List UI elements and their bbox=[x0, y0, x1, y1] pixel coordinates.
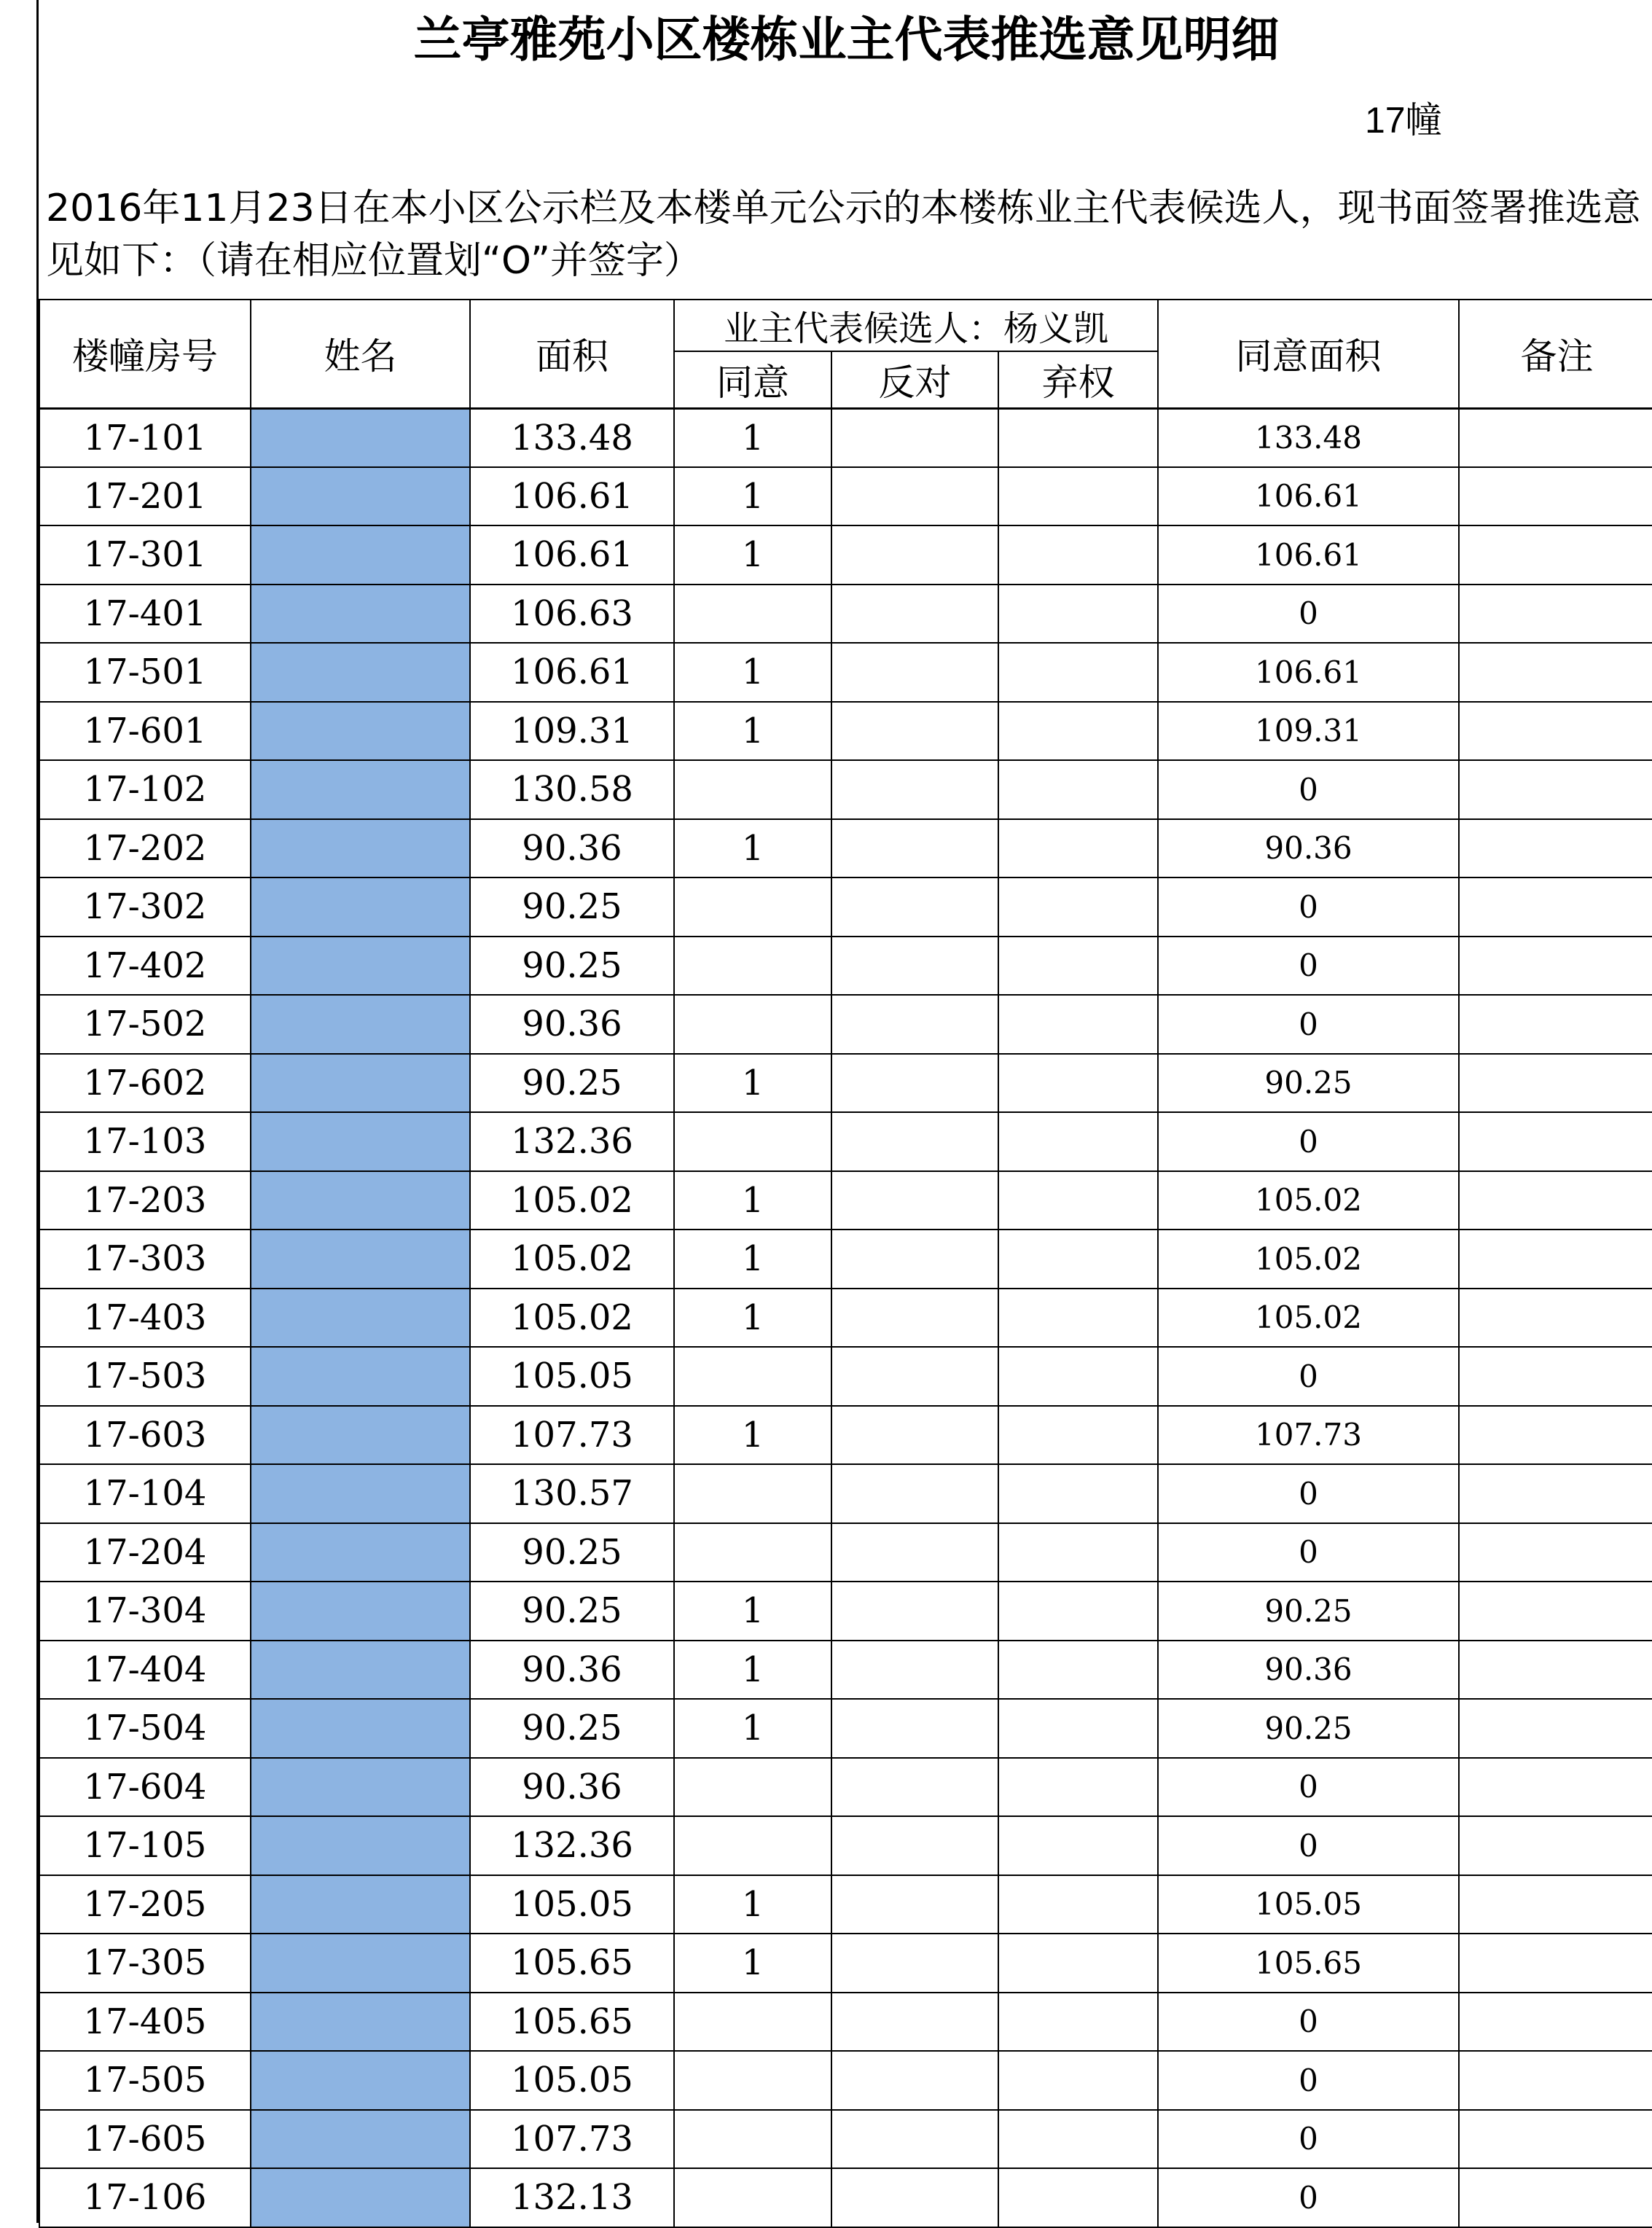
table-row bbox=[39, 1582, 1652, 1641]
name-cell bbox=[251, 585, 470, 644]
agreed-area-cell: 0 bbox=[1158, 1347, 1459, 1406]
table-row bbox=[39, 525, 1652, 585]
area-cell: 106.61 bbox=[470, 643, 674, 702]
abstain-cell bbox=[998, 1816, 1158, 1875]
agree-cell bbox=[674, 2110, 831, 2169]
room-cell: 17-201 bbox=[39, 467, 251, 526]
area-cell: 105.65 bbox=[470, 1993, 674, 2052]
abstain-cell bbox=[998, 585, 1158, 644]
area-cell: 106.61 bbox=[470, 467, 674, 526]
remarks-cell bbox=[1459, 1523, 1652, 1582]
area-cell: 107.73 bbox=[470, 1406, 674, 1465]
agree-cell bbox=[674, 2168, 831, 2227]
area-cell: 105.02 bbox=[470, 1289, 674, 1348]
name-cell bbox=[251, 1112, 470, 1171]
remarks-cell bbox=[1459, 1758, 1652, 1817]
agreed-area-cell: 90.25 bbox=[1158, 1054, 1459, 1113]
abstain-cell bbox=[998, 408, 1158, 467]
abstain-cell bbox=[998, 1993, 1158, 2052]
room-cell: 17-305 bbox=[39, 1934, 251, 1993]
area-cell: 90.25 bbox=[470, 937, 674, 996]
area-cell: 130.57 bbox=[470, 1464, 674, 1523]
area-cell: 109.31 bbox=[470, 702, 674, 761]
room-cell: 17-303 bbox=[39, 1230, 251, 1289]
oppose-cell bbox=[831, 525, 998, 585]
agree-cell: 1 bbox=[674, 1289, 831, 1348]
name-cell bbox=[251, 1816, 470, 1875]
table-row bbox=[39, 1171, 1652, 1230]
remarks-cell bbox=[1459, 1816, 1652, 1875]
abstain-cell bbox=[998, 2051, 1158, 2110]
agree-cell: 1 bbox=[674, 525, 831, 585]
name-cell bbox=[251, 1347, 470, 1406]
name-cell bbox=[251, 525, 470, 585]
abstain-cell bbox=[998, 1875, 1158, 1934]
agree-cell: 1 bbox=[674, 1230, 831, 1289]
name-cell bbox=[251, 1699, 470, 1758]
area-cell: 133.48 bbox=[470, 408, 674, 467]
area-cell: 90.25 bbox=[470, 877, 674, 937]
name-cell bbox=[251, 2168, 470, 2227]
abstain-cell bbox=[998, 467, 1158, 526]
agreed-area-cell: 0 bbox=[1158, 937, 1459, 996]
name-cell bbox=[251, 1934, 470, 1993]
agree-cell bbox=[674, 1112, 831, 1171]
oppose-cell bbox=[831, 1993, 998, 2052]
name-cell bbox=[251, 467, 470, 526]
name-cell bbox=[251, 877, 470, 937]
agreed-area-cell: 0 bbox=[1158, 1993, 1459, 2052]
room-cell: 17-105 bbox=[39, 1816, 251, 1875]
oppose-cell bbox=[831, 702, 998, 761]
name-cell bbox=[251, 760, 470, 819]
abstain-cell bbox=[998, 1054, 1158, 1113]
room-cell: 17-202 bbox=[39, 819, 251, 878]
table-row bbox=[39, 1758, 1652, 1817]
agree-cell: 1 bbox=[674, 1641, 831, 1700]
header-room: 楼幢房号 bbox=[39, 300, 251, 408]
area-cell: 90.36 bbox=[470, 995, 674, 1054]
oppose-cell bbox=[831, 643, 998, 702]
header-agree: 同意 bbox=[674, 351, 831, 408]
name-cell bbox=[251, 1289, 470, 1348]
remarks-cell bbox=[1459, 1875, 1652, 1934]
abstain-cell bbox=[998, 995, 1158, 1054]
remarks-cell bbox=[1459, 1699, 1652, 1758]
agree-cell: 1 bbox=[674, 1054, 831, 1113]
agree-cell: 1 bbox=[674, 1406, 831, 1465]
agreed-area-cell: 0 bbox=[1158, 2110, 1459, 2169]
header-agreed-area: 同意面积 bbox=[1158, 300, 1459, 408]
oppose-cell bbox=[831, 1464, 998, 1523]
agreed-area-cell: 106.61 bbox=[1158, 643, 1459, 702]
header-remarks: 备注 bbox=[1459, 300, 1652, 408]
abstain-cell bbox=[998, 1758, 1158, 1817]
remarks-cell bbox=[1459, 1112, 1652, 1171]
oppose-cell bbox=[831, 1230, 998, 1289]
agreed-area-cell: 90.25 bbox=[1158, 1582, 1459, 1641]
agree-cell bbox=[674, 1816, 831, 1875]
agree-cell: 1 bbox=[674, 1875, 831, 1934]
agreed-area-cell: 0 bbox=[1158, 1112, 1459, 1171]
name-cell bbox=[251, 1758, 470, 1817]
agreed-area-cell: 106.61 bbox=[1158, 525, 1459, 585]
table-row bbox=[39, 1112, 1652, 1171]
oppose-cell bbox=[831, 1054, 998, 1113]
oppose-cell bbox=[831, 995, 998, 1054]
remarks-cell bbox=[1459, 2110, 1652, 2169]
room-cell: 17-205 bbox=[39, 1875, 251, 1934]
table-row bbox=[39, 1464, 1652, 1523]
remarks-cell bbox=[1459, 2168, 1652, 2227]
room-cell: 17-504 bbox=[39, 1699, 251, 1758]
oppose-cell bbox=[831, 1934, 998, 1993]
area-cell: 130.58 bbox=[470, 760, 674, 819]
agreed-area-cell: 105.65 bbox=[1158, 1934, 1459, 1993]
table-row bbox=[39, 1816, 1652, 1875]
oppose-cell bbox=[831, 1816, 998, 1875]
remarks-cell bbox=[1459, 1230, 1652, 1289]
agree-cell bbox=[674, 585, 831, 644]
agree-cell: 1 bbox=[674, 1699, 831, 1758]
oppose-cell bbox=[831, 1347, 998, 1406]
agreed-area-cell: 105.02 bbox=[1158, 1230, 1459, 1289]
area-cell: 105.02 bbox=[470, 1171, 674, 1230]
abstain-cell bbox=[998, 1171, 1158, 1230]
abstain-cell bbox=[998, 2168, 1158, 2227]
name-cell bbox=[251, 937, 470, 996]
remarks-cell bbox=[1459, 2051, 1652, 2110]
agreed-area-cell: 90.36 bbox=[1158, 819, 1459, 878]
agree-cell bbox=[674, 1523, 831, 1582]
name-cell bbox=[251, 1464, 470, 1523]
vote-table bbox=[39, 299, 1652, 2228]
header-name: 姓名 bbox=[251, 300, 470, 408]
remarks-cell bbox=[1459, 1289, 1652, 1348]
agreed-area-cell: 0 bbox=[1158, 1816, 1459, 1875]
room-cell: 17-602 bbox=[39, 1054, 251, 1113]
agree-cell: 1 bbox=[674, 819, 831, 878]
room-cell: 17-101 bbox=[39, 408, 251, 467]
area-cell: 105.05 bbox=[470, 2051, 674, 2110]
abstain-cell bbox=[998, 643, 1158, 702]
table-row bbox=[39, 2168, 1652, 2227]
abstain-cell bbox=[998, 1641, 1158, 1700]
area-cell: 90.36 bbox=[470, 1641, 674, 1700]
oppose-cell bbox=[831, 2110, 998, 2169]
remarks-cell bbox=[1459, 702, 1652, 761]
oppose-cell bbox=[831, 585, 998, 644]
room-cell: 17-204 bbox=[39, 1523, 251, 1582]
agreed-area-cell: 133.48 bbox=[1158, 408, 1459, 467]
agree-cell: 1 bbox=[674, 408, 831, 467]
table-row bbox=[39, 643, 1652, 702]
header-candidate: 业主代表候选人：杨义凯 bbox=[674, 300, 1158, 351]
agreed-area-cell: 0 bbox=[1158, 995, 1459, 1054]
agreed-area-cell: 90.25 bbox=[1158, 1699, 1459, 1758]
room-cell: 17-104 bbox=[39, 1464, 251, 1523]
table-header bbox=[39, 300, 1652, 408]
agreed-area-cell: 0 bbox=[1158, 2168, 1459, 2227]
agreed-area-cell: 109.31 bbox=[1158, 702, 1459, 761]
agreed-area-cell: 105.02 bbox=[1158, 1171, 1459, 1230]
table-row bbox=[39, 1641, 1652, 1700]
oppose-cell bbox=[831, 1406, 998, 1465]
remarks-cell bbox=[1459, 1582, 1652, 1641]
room-cell: 17-403 bbox=[39, 1289, 251, 1348]
area-cell: 90.25 bbox=[470, 1699, 674, 1758]
abstain-cell bbox=[998, 877, 1158, 937]
table-row bbox=[39, 2110, 1652, 2169]
table-row bbox=[39, 1875, 1652, 1934]
name-cell bbox=[251, 1171, 470, 1230]
agreed-area-cell: 107.73 bbox=[1158, 1406, 1459, 1465]
name-cell bbox=[251, 1523, 470, 1582]
remarks-cell bbox=[1459, 585, 1652, 644]
oppose-cell bbox=[831, 1112, 998, 1171]
agreed-area-cell: 105.05 bbox=[1158, 1875, 1459, 1934]
oppose-cell bbox=[831, 1523, 998, 1582]
area-cell: 90.36 bbox=[470, 819, 674, 878]
room-cell: 17-203 bbox=[39, 1171, 251, 1230]
table-row bbox=[39, 819, 1652, 878]
table-row bbox=[39, 1289, 1652, 1348]
agree-cell bbox=[674, 1758, 831, 1817]
room-cell: 17-404 bbox=[39, 1641, 251, 1700]
area-cell: 90.36 bbox=[470, 1758, 674, 1817]
oppose-cell bbox=[831, 408, 998, 467]
room-cell: 17-501 bbox=[39, 643, 251, 702]
oppose-cell bbox=[831, 1875, 998, 1934]
area-cell: 132.36 bbox=[470, 1816, 674, 1875]
area-cell: 107.73 bbox=[470, 2110, 674, 2169]
header-abstain: 弃权 bbox=[998, 351, 1158, 408]
abstain-cell bbox=[998, 1112, 1158, 1171]
table-row bbox=[39, 877, 1652, 937]
oppose-cell bbox=[831, 1289, 998, 1348]
name-cell bbox=[251, 408, 470, 467]
table-row bbox=[39, 467, 1652, 526]
table-row bbox=[39, 1347, 1652, 1406]
oppose-cell bbox=[831, 467, 998, 526]
room-cell: 17-102 bbox=[39, 760, 251, 819]
room-cell: 17-302 bbox=[39, 877, 251, 937]
notice-text: 2016年11月23日在本小区公示栏及本楼单元公示的本楼栋业主代表候选人，现书面签署推选意见如下：（请在相应位置划“O”并签字） bbox=[46, 187, 1641, 283]
remarks-cell bbox=[1459, 937, 1652, 996]
agreed-area-cell: 0 bbox=[1158, 760, 1459, 819]
agree-cell: 1 bbox=[674, 702, 831, 761]
spreadsheet-page bbox=[36, 0, 1652, 2223]
name-cell bbox=[251, 995, 470, 1054]
room-cell: 17-603 bbox=[39, 1406, 251, 1465]
remarks-cell bbox=[1459, 819, 1652, 878]
agreed-area-cell: 0 bbox=[1158, 2051, 1459, 2110]
table-row bbox=[39, 760, 1652, 819]
document-title: 兰亭雅苑小区楼栋业主代表推选意见明细 bbox=[413, 12, 1280, 68]
remarks-cell bbox=[1459, 1464, 1652, 1523]
area-cell: 105.65 bbox=[470, 1934, 674, 1993]
header-oppose: 反对 bbox=[831, 351, 998, 408]
agree-cell bbox=[674, 1464, 831, 1523]
name-cell bbox=[251, 1993, 470, 2052]
room-cell: 17-604 bbox=[39, 1758, 251, 1817]
remarks-cell bbox=[1459, 1171, 1652, 1230]
abstain-cell bbox=[998, 1523, 1158, 1582]
room-cell: 17-304 bbox=[39, 1582, 251, 1641]
area-cell: 105.05 bbox=[470, 1347, 674, 1406]
agreed-area-cell: 0 bbox=[1158, 1523, 1459, 1582]
agreed-area-cell: 105.02 bbox=[1158, 1289, 1459, 1348]
room-cell: 17-401 bbox=[39, 585, 251, 644]
area-cell: 90.25 bbox=[470, 1523, 674, 1582]
remarks-cell bbox=[1459, 643, 1652, 702]
room-cell: 17-605 bbox=[39, 2110, 251, 2169]
name-cell bbox=[251, 702, 470, 761]
room-cell: 17-503 bbox=[39, 1347, 251, 1406]
name-cell bbox=[251, 2110, 470, 2169]
name-cell bbox=[251, 819, 470, 878]
room-cell: 17-505 bbox=[39, 2051, 251, 2110]
abstain-cell bbox=[998, 819, 1158, 878]
agree-cell bbox=[674, 760, 831, 819]
area-cell: 105.02 bbox=[470, 1230, 674, 1289]
building-number: 17幢 bbox=[1365, 100, 1442, 141]
abstain-cell bbox=[998, 525, 1158, 585]
area-cell: 106.63 bbox=[470, 585, 674, 644]
remarks-cell bbox=[1459, 1641, 1652, 1700]
table-row bbox=[39, 995, 1652, 1054]
agree-cell: 1 bbox=[674, 1582, 831, 1641]
agreed-area-cell: 106.61 bbox=[1158, 467, 1459, 526]
name-cell bbox=[251, 1582, 470, 1641]
name-cell bbox=[251, 1641, 470, 1700]
abstain-cell bbox=[998, 702, 1158, 761]
room-cell: 17-301 bbox=[39, 525, 251, 585]
table-row bbox=[39, 1993, 1652, 2052]
area-cell: 106.61 bbox=[470, 525, 674, 585]
abstain-cell bbox=[998, 1699, 1158, 1758]
agree-cell bbox=[674, 1993, 831, 2052]
agree-cell bbox=[674, 877, 831, 937]
remarks-cell bbox=[1459, 1406, 1652, 1465]
oppose-cell bbox=[831, 2051, 998, 2110]
room-cell: 17-502 bbox=[39, 995, 251, 1054]
agree-cell bbox=[674, 1347, 831, 1406]
table-row bbox=[39, 408, 1652, 467]
remarks-cell bbox=[1459, 408, 1652, 467]
oppose-cell bbox=[831, 1758, 998, 1817]
table-row bbox=[39, 702, 1652, 761]
agree-cell: 1 bbox=[674, 1934, 831, 1993]
agreed-area-cell: 0 bbox=[1158, 1464, 1459, 1523]
area-cell: 105.05 bbox=[470, 1875, 674, 1934]
table-row bbox=[39, 1934, 1652, 1993]
room-cell: 17-402 bbox=[39, 937, 251, 996]
agree-cell bbox=[674, 2051, 831, 2110]
remarks-cell bbox=[1459, 1054, 1652, 1113]
abstain-cell bbox=[998, 2110, 1158, 2169]
agree-cell: 1 bbox=[674, 1171, 831, 1230]
agreed-area-cell: 0 bbox=[1158, 877, 1459, 937]
abstain-cell bbox=[998, 760, 1158, 819]
name-cell bbox=[251, 1406, 470, 1465]
agree-cell bbox=[674, 937, 831, 996]
room-cell: 17-106 bbox=[39, 2168, 251, 2227]
oppose-cell bbox=[831, 819, 998, 878]
name-cell bbox=[251, 1875, 470, 1934]
room-cell: 17-405 bbox=[39, 1993, 251, 2052]
remarks-cell bbox=[1459, 1934, 1652, 1993]
abstain-cell bbox=[998, 1582, 1158, 1641]
oppose-cell bbox=[831, 1699, 998, 1758]
oppose-cell bbox=[831, 2168, 998, 2227]
oppose-cell bbox=[831, 1641, 998, 1700]
agreed-area-cell: 0 bbox=[1158, 585, 1459, 644]
remarks-cell bbox=[1459, 1993, 1652, 2052]
abstain-cell bbox=[998, 1230, 1158, 1289]
table-row bbox=[39, 585, 1652, 644]
name-cell bbox=[251, 2051, 470, 2110]
table-row bbox=[39, 1699, 1652, 1758]
remarks-cell bbox=[1459, 467, 1652, 526]
remarks-cell bbox=[1459, 877, 1652, 937]
agree-cell: 1 bbox=[674, 643, 831, 702]
agree-cell bbox=[674, 995, 831, 1054]
oppose-cell bbox=[831, 1582, 998, 1641]
header-area: 面积 bbox=[470, 300, 674, 408]
oppose-cell bbox=[831, 1171, 998, 1230]
abstain-cell bbox=[998, 1464, 1158, 1523]
table-row bbox=[39, 1054, 1652, 1113]
oppose-cell bbox=[831, 877, 998, 937]
abstain-cell bbox=[998, 1934, 1158, 1993]
agree-cell: 1 bbox=[674, 467, 831, 526]
remarks-cell bbox=[1459, 995, 1652, 1054]
room-cell: 17-103 bbox=[39, 1112, 251, 1171]
remarks-cell bbox=[1459, 760, 1652, 819]
name-cell bbox=[251, 1230, 470, 1289]
area-cell: 90.25 bbox=[470, 1054, 674, 1113]
agreed-area-cell: 0 bbox=[1158, 1758, 1459, 1817]
name-cell bbox=[251, 643, 470, 702]
abstain-cell bbox=[998, 1289, 1158, 1348]
table-row bbox=[39, 1523, 1652, 1582]
oppose-cell bbox=[831, 760, 998, 819]
area-cell: 132.36 bbox=[470, 1112, 674, 1171]
area-cell: 90.25 bbox=[470, 1582, 674, 1641]
name-cell bbox=[251, 1054, 470, 1113]
remarks-cell bbox=[1459, 525, 1652, 585]
area-cell: 132.13 bbox=[470, 2168, 674, 2227]
abstain-cell bbox=[998, 937, 1158, 996]
room-cell: 17-601 bbox=[39, 702, 251, 761]
oppose-cell bbox=[831, 937, 998, 996]
abstain-cell bbox=[998, 1347, 1158, 1406]
table-row bbox=[39, 937, 1652, 996]
table-row bbox=[39, 1406, 1652, 1465]
abstain-cell bbox=[998, 1406, 1158, 1465]
table-row bbox=[39, 1230, 1652, 1289]
table-body bbox=[39, 408, 1652, 2227]
remarks-cell bbox=[1459, 1347, 1652, 1406]
table-row bbox=[39, 2051, 1652, 2110]
agreed-area-cell: 90.36 bbox=[1158, 1641, 1459, 1700]
